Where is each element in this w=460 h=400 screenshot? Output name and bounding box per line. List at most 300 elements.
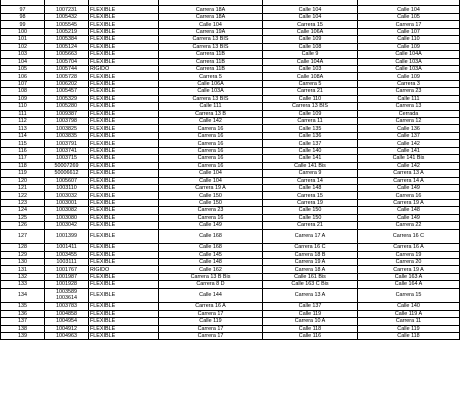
segment-code-cell: 1003032 [45,192,89,199]
road-axis-cell: Carrera 13 B Bis [159,273,263,280]
from-street-cell: Carrera 15 [263,21,358,28]
to-street-cell: Calle 163 A [358,273,460,280]
road-axis-cell: Carrera 5 [159,73,263,80]
table-row [1,251,460,258]
row-number-cell: 130 [1,258,45,265]
row-number-cell: 105 [1,65,45,72]
road-axis-cell: Calle 145 [159,251,263,258]
table-row [1,6,460,13]
segment-code-cell: 1003042 [45,222,89,229]
road-axis-cell: Carrera 17 [159,310,263,317]
to-street-cell: Carrera 19 [358,251,460,258]
from-street-cell: Calle 150 [263,214,358,221]
row-number-cell: 104 [1,58,45,65]
pavement-type-cell: FLEXIBLE [89,325,159,332]
pavement-type-cell: FLEXIBLE [89,21,159,28]
table-row [1,318,460,325]
row-number-cell: 126 [1,222,45,229]
pavement-type-cell: RIGIDO [89,266,159,273]
pavement-type-cell: FLEXIBLE [89,251,159,258]
road-axis-cell: Carrera 16 A [159,303,263,310]
pavement-type-cell: FLEXIBLE [89,36,159,43]
pavement-type-cell: FLEXIBLE [89,103,159,110]
road-axis-cell: Carrera 16 [159,155,263,162]
table-row [1,214,460,221]
segment-code-cell: 1005744 [45,65,89,72]
from-street-cell: Calle 104 [263,6,358,13]
segment-code-cell: 50007269 [45,162,89,169]
row-number-cell: 124 [1,207,45,214]
from-street-cell: Carrera 5 [263,80,358,87]
pavement-type-cell: FLEXIBLE [89,88,159,95]
to-street-cell: Calle 109 [358,73,460,80]
road-axis-cell: Calle 168 [159,244,263,251]
to-street-cell: Cerrada [358,110,460,117]
pavement-type-cell: FLEXIBLE [89,125,159,132]
pavement-type-cell: FLEXIBLE [89,80,159,87]
road-axis-cell: Carrera 18A [159,13,263,20]
pavement-type-cell: FLEXIBLE [89,310,159,317]
table-row [1,51,460,58]
table-row [1,36,460,43]
table-row [1,192,460,199]
table-row [1,288,460,303]
table-row [1,28,460,35]
road-axis-cell: Carrera 19 A [159,184,263,191]
road-axis-cell: Carrera 17 [159,332,263,339]
row-number-cell: 110 [1,103,45,110]
to-street-cell: Carrera 15 [358,288,460,303]
from-street-cell: Calle 137 [263,140,358,147]
row-number-cell: 102 [1,43,45,50]
to-street-cell: Carrera 13 A [358,170,460,177]
from-street-cell: Calle 136 [263,132,358,139]
from-street-cell: Carrera 18 B [263,251,358,258]
table-row [1,170,460,177]
road-axis-cell: Calle 144 [159,288,263,303]
to-street-cell: Calle 111 [358,95,460,102]
to-street-cell: Carrera 20 [358,258,460,265]
table-row [1,58,460,65]
from-street-cell: Calle 109 [263,36,358,43]
row-number-cell: 125 [1,214,45,221]
row-number-cell: 103 [1,51,45,58]
segment-code-cell: 1005728 [45,73,89,80]
road-axis-cell: Carrera 16 [159,214,263,221]
to-street-cell: Calle 140 [358,303,460,310]
row-number-cell: 127 [1,229,45,244]
to-street-cell: Carrera 16 A [358,244,460,251]
to-street-cell: Carrera 13 [358,103,460,110]
segment-code-cell: 1005663 [45,51,89,58]
row-number-cell: 99 [1,21,45,28]
table-row [1,118,460,125]
row-number-cell: 107 [1,80,45,87]
table-row [1,73,460,80]
table-row [1,244,460,251]
road-axis-cell: Carrera 19A [159,28,263,35]
segment-code-cell: 1003001 [45,199,89,206]
pavement-type-cell: FLEXIBLE [89,177,159,184]
pavement-type-cell: FLEXIBLE [89,140,159,147]
pavement-type-cell: FLEXIBLE [89,95,159,102]
road-axis-cell: Carrera 16 [159,125,263,132]
segment-code-cell: 1009387 [45,110,89,117]
row-number-cell: 131 [1,266,45,273]
from-street-cell: Calle 110 [263,95,358,102]
road-axis-cell: Carrera 13 B [159,110,263,117]
road-axis-cell: Calle 119 [159,318,263,325]
to-street-cell: Calle 119 A [358,310,460,317]
from-street-cell: Calle 103 [263,65,358,72]
table-row [1,332,460,339]
to-street-cell: Calle 142 [358,140,460,147]
pavement-type-cell: FLEXIBLE [89,273,159,280]
to-street-cell: Calle 137 [358,132,460,139]
pavement-type-cell: FLEXIBLE [89,155,159,162]
from-street-cell: Calle 108A [263,73,358,80]
pavement-type-cell: FLEXIBLE [89,281,159,288]
segment-code-cell: 1004858 [45,310,89,317]
pavement-type-cell: FLEXIBLE [89,118,159,125]
table-row [1,21,460,28]
from-street-cell: Carrera 17 A [263,229,358,244]
from-street-cell: Carrera 15 [263,192,358,199]
row-number-cell: 117 [1,155,45,162]
road-axis-cell: Calle 162 [159,266,263,273]
to-street-cell: Calle 104 [358,6,460,13]
to-street-cell: Calle 104A [358,51,460,58]
segment-code-cell: 1005607 [45,177,89,184]
to-street-cell: Carrera 17 [358,21,460,28]
pavement-type-cell: FLEXIBLE [89,13,159,20]
table-row [1,95,460,102]
from-street-cell: Carrera 19 [263,199,358,206]
table-row [1,132,460,139]
row-number-cell: 135 [1,303,45,310]
table-row [1,177,460,184]
segment-code-cell: 1003455 [45,251,89,258]
pavement-type-cell: FLEXIBLE [89,229,159,244]
to-street-cell: Calle 110 [358,36,460,43]
pavement-type-cell: FLEXIBLE [89,28,159,35]
pavement-type-cell: FLEXIBLE [89,214,159,221]
row-number-cell: 118 [1,162,45,169]
segment-code-cell: 1004912 [45,325,89,332]
table-row [1,80,460,87]
to-street-cell: Calle 149 [358,214,460,221]
segment-code-cell: 1006202 [45,80,89,87]
road-axis-cell: Carrera 16 [159,132,263,139]
segment-code-cell: 1005280 [45,103,89,110]
pavement-type-cell: FLEXIBLE [89,199,159,206]
table-row [1,310,460,317]
to-street-cell: Carrera 19 A [358,266,460,273]
road-axis-cell: Calle 106A [159,80,263,87]
from-street-cell: Carrera 16 C [263,244,358,251]
pavement-type-cell: FLEXIBLE [89,162,159,169]
table-row [1,303,460,310]
from-street-cell: Calle 106A [263,28,358,35]
row-number-cell: 137 [1,318,45,325]
row-number-cell: 132 [1,273,45,280]
road-axis-cell: Calle 148 [159,258,263,265]
road-axis-cell: Calle 104 [159,177,263,184]
to-street-cell: Carrera 22 [358,222,460,229]
row-number-cell: 129 [1,251,45,258]
row-number-cell: 115 [1,140,45,147]
pavement-type-cell: FLEXIBLE [89,132,159,139]
segment-code-cell: 1003835 [45,132,89,139]
segment-code-cell [45,288,89,303]
from-street-cell: Carrera 11 [263,118,358,125]
from-street-cell: Calle 135 [263,125,358,132]
road-axis-cell: Calle 111 [159,103,263,110]
from-street-cell: Calle 140 [263,147,358,154]
table-row [1,13,460,20]
from-street-cell: Calle 118 [263,325,358,332]
pavement-type-cell: FLEXIBLE [89,318,159,325]
road-axis-cell: Carrera 16 [159,162,263,169]
table-body [1,0,460,340]
road-axis-cell: Carrera 11B [159,51,263,58]
row-number-cell: 101 [1,36,45,43]
row-number-cell: 136 [1,310,45,317]
row-number-cell: 112 [1,118,45,125]
segment-code-cell: 1004954 [45,318,89,325]
segment-code-cell: 1001411 [45,244,89,251]
segment-code-cell: 1003111 [45,258,89,265]
pavement-type-cell: FLEXIBLE [89,51,159,58]
to-street-cell: Calle 149 [358,184,460,191]
segment-code-cell: 1001767 [45,266,89,273]
from-street-cell: Carrera 19 A [263,258,358,265]
road-axis-cell: Carrera 13 BIS [159,43,263,50]
table-row [1,110,460,117]
segment-code-cell: 1007231 [45,6,89,13]
road-axis-cell: Carrera 11B [159,58,263,65]
from-street-cell: Carrera 13 BIS [263,103,358,110]
segment-code-cell: 1003798 [45,118,89,125]
segment-code-cell: 1005432 [45,13,89,20]
from-street-cell: Calle 119 [263,310,358,317]
from-street-cell: Calle 137 [263,303,358,310]
to-street-cell: Calle 105 [358,13,460,20]
row-number-cell: 116 [1,147,45,154]
row-number-cell: 138 [1,325,45,332]
segment-code-cell: 1003791 [45,140,89,147]
pavement-type-cell: RIGIDO [89,65,159,72]
pavement-type-cell: FLEXIBLE [89,258,159,265]
from-street-cell: Carrera 13 A [263,288,358,303]
pavement-type-cell: FLEXIBLE [89,6,159,13]
segment-code-cell: 1003825 [45,125,89,132]
to-street-cell: Carrera 11 [358,318,460,325]
pavement-type-cell: FLEXIBLE [89,147,159,154]
table-row [1,162,460,169]
table-row [1,103,460,110]
row-number-cell: 121 [1,184,45,191]
segment-code-cell: 1003783 [45,303,89,310]
table-row [1,229,460,244]
table-row [1,281,460,288]
table-row [1,147,460,154]
to-street-cell: Calle 109 [358,43,460,50]
road-axis-cell: Calle 168 [159,229,263,244]
to-street-cell: Carrera 3 [358,80,460,87]
to-street-cell: Calle 103A [358,58,460,65]
road-axis-cell: Calle 150 [159,192,263,199]
segment-code-line: 1003589 [56,289,77,296]
road-axis-cell: Carrera 18A [159,6,263,13]
row-number-cell: 97 [1,6,45,13]
row-number-cell: 120 [1,177,45,184]
road-axis-cell: Calle 142 [159,118,263,125]
segment-code-cell: 1005704 [45,58,89,65]
from-street-cell: Calle 116 [263,332,358,339]
segment-code-cell: 1001987 [45,273,89,280]
pavement-type-cell: FLEXIBLE [89,332,159,339]
segment-code-cell: 1003110 [45,184,89,191]
pavement-type-cell: FLEXIBLE [89,170,159,177]
road-axis-cell: Calle 149 [159,222,263,229]
row-number-cell: 119 [1,170,45,177]
from-street-cell: Carrera 9 [263,170,358,177]
pavement-type-cell: FLEXIBLE [89,184,159,191]
row-number-cell: 123 [1,199,45,206]
segment-code-cell: 1005457 [45,88,89,95]
from-street-cell: Calle 148 [263,184,358,191]
to-street-cell: Calle 103A [358,65,460,72]
row-number-cell: 139 [1,332,45,339]
to-street-cell: Carrera 16 [358,192,460,199]
from-street-cell: Carrera 18 A [263,266,358,273]
from-street-cell: Calle 163 C Bis [263,281,358,288]
road-axis-cell: Calle 103A [159,88,263,95]
road-axis-cell: Carrera 13 BIS [159,95,263,102]
road-axis-cell: Carrera 16 [159,140,263,147]
road-axis-cell: Carrera 16 [159,147,263,154]
to-street-cell: Calle 118 [358,332,460,339]
road-axis-cell: Carrera 8 D [159,281,263,288]
segment-code-cell: 1003741 [45,147,89,154]
segment-code-cell: 1004963 [45,332,89,339]
from-street-cell: Calle 104A [263,58,358,65]
segment-code-cell: 1005384 [45,36,89,43]
road-axis-cell: Calle 104 [159,21,263,28]
pavement-type-cell: FLEXIBLE [89,222,159,229]
row-number-cell: 100 [1,28,45,35]
pavement-type-cell: FLEXIBLE [89,73,159,80]
pavement-type-cell: FLEXIBLE [89,288,159,303]
row-number-cell: 128 [1,244,45,251]
row-number-cell: 111 [1,110,45,117]
road-axis-cell: Calle 150 [159,199,263,206]
pavement-type-cell: FLEXIBLE [89,303,159,310]
to-street-cell: Carrera 23 [358,88,460,95]
row-number-cell: 108 [1,88,45,95]
segment-code-cell: 1003080 [45,214,89,221]
table-row [1,155,460,162]
row-number-cell: 114 [1,132,45,139]
segment-code-cell: 1005329 [45,95,89,102]
road-axis-cell: Calle 104 [159,170,263,177]
row-number-cell: 134 [1,288,45,303]
table-row [1,207,460,214]
road-axis-cell: Carrera 23 [159,207,263,214]
table-row [1,43,460,50]
table-row [1,199,460,206]
from-street-cell: Calle 104 [263,13,358,20]
to-street-cell: Carrera 19 A [358,199,460,206]
pavement-type-cell: FLEXIBLE [89,192,159,199]
table-row [1,125,460,132]
segment-code-cell: 1001399 [45,229,89,244]
table-row [1,258,460,265]
segment-code-cell: 1003082 [45,207,89,214]
table-row [1,325,460,332]
segment-code-cell: 1005545 [45,21,89,28]
from-street-cell: Calle 109 [263,110,358,117]
table-row [1,222,460,229]
segment-code-line: 1003614 [56,295,77,302]
pavement-type-cell: FLEXIBLE [89,110,159,117]
to-street-cell: Calle 107 [358,28,460,35]
road-axis-cell: Carrera 13 BIS [159,36,263,43]
segment-code-cell: 1003715 [45,155,89,162]
table-row [1,88,460,95]
segment-code-cell: 1005124 [45,43,89,50]
row-number-cell: 109 [1,95,45,102]
pavement-type-cell: FLEXIBLE [89,58,159,65]
to-street-cell: Calle 141 [358,147,460,154]
from-street-cell: Carrera 21 [263,222,358,229]
pavement-type-cell: FLEXIBLE [89,244,159,251]
to-street-cell: Calle 119 [358,325,460,332]
row-number-cell: 122 [1,192,45,199]
road-axis-cell: Carrera 17 [159,325,263,332]
from-street-cell: Carrera 10 A [263,318,358,325]
from-street-cell: Calle 108 [263,43,358,50]
table-row [1,273,460,280]
to-street-cell: Calle 141 Bis [358,155,460,162]
table-row [1,266,460,273]
to-street-cell: Calle 136 [358,125,460,132]
row-number-cell: 133 [1,281,45,288]
from-street-cell: Carrera 14 [263,177,358,184]
from-street-cell: Calle 141 Bis [263,162,358,169]
row-number-cell: 98 [1,13,45,20]
from-street-cell: Calle 9 [263,51,358,58]
to-street-cell: Carrera 16 C [358,229,460,244]
table-row [1,184,460,191]
table-row [1,65,460,72]
to-street-cell: Carrera 14 A [358,177,460,184]
to-street-cell: Carrera 12 [358,118,460,125]
segment-code-cell: 50006612 [45,170,89,177]
table-row [1,140,460,147]
segment-code-cell: 1001928 [45,281,89,288]
segment-code-cell: 1005219 [45,28,89,35]
to-street-cell: Calle 164 A [358,281,460,288]
from-street-cell: Calle 141 [263,155,358,162]
from-street-cell: Calle 161 Bis [263,273,358,280]
pavement-type-cell: FLEXIBLE [89,43,159,50]
to-street-cell: Calle 142 [358,162,460,169]
row-number-cell: 106 [1,73,45,80]
from-street-cell: Carrera 21 [263,88,358,95]
road-axis-cell: Carrera 11B [159,65,263,72]
